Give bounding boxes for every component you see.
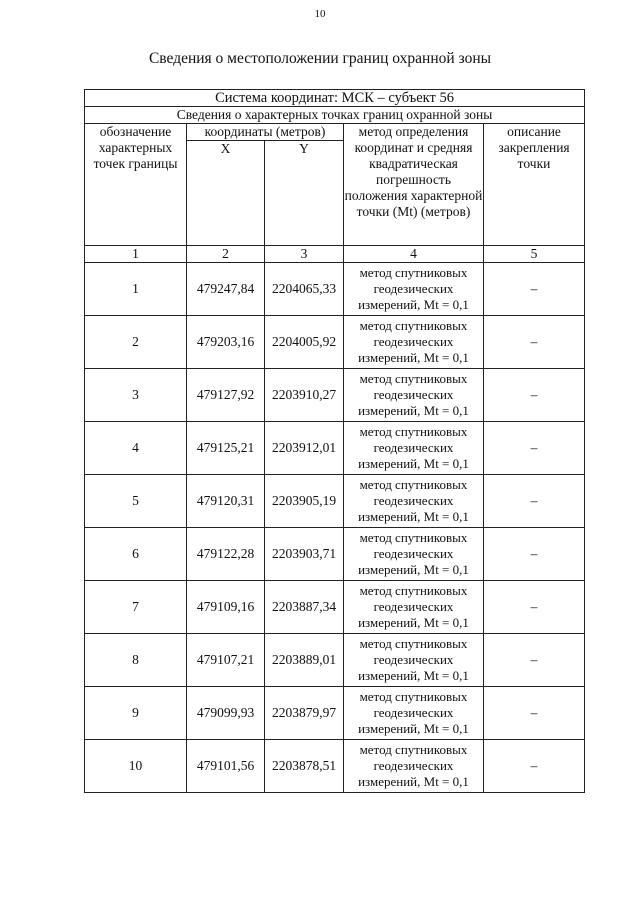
col-header-coordinates: координаты (метров): [187, 124, 344, 141]
point-x: 479101,56: [187, 740, 265, 793]
point-fixing: –: [484, 316, 585, 369]
col-header-fixing: описание закрепления точки: [484, 124, 585, 246]
point-method: метод спутниковых геодезических измерений, Mt = 0,1: [344, 634, 484, 687]
table-row: [85, 422, 585, 475]
point-id: 3: [85, 369, 187, 422]
table-row: [85, 475, 585, 528]
point-fixing: –: [484, 263, 585, 316]
point-y: 2204065,33: [265, 263, 344, 316]
point-fixing: –: [484, 528, 585, 581]
table-row: [85, 581, 585, 634]
point-x: 479203,16: [187, 316, 265, 369]
table-row: [85, 369, 585, 422]
point-id: 7: [85, 581, 187, 634]
coordinate-system-header: Система координат: МСК – субъект 56: [85, 90, 585, 107]
col-number: 5: [484, 246, 585, 263]
point-x: 479127,92: [187, 369, 265, 422]
point-x: 479099,93: [187, 687, 265, 740]
boundary-points-table: [84, 89, 585, 793]
col-header-method: метод определения координат и средняя квадратическая погрешность положения характерной точки (Mt) (метров): [344, 124, 484, 246]
table-row: [85, 316, 585, 369]
point-y: 2204005,92: [265, 316, 344, 369]
point-fixing: –: [484, 475, 585, 528]
point-y: 2203905,19: [265, 475, 344, 528]
point-fixing: –: [484, 634, 585, 687]
point-id: 6: [85, 528, 187, 581]
point-x: 479122,28: [187, 528, 265, 581]
point-fixing: –: [484, 422, 585, 475]
points-info-subheader: Сведения о характерных точках границ охранной зоны: [85, 107, 585, 124]
point-method: метод спутниковых геодезических измерений, Mt = 0,1: [344, 263, 484, 316]
point-x: 479120,31: [187, 475, 265, 528]
point-y: 2203879,97: [265, 687, 344, 740]
page-number: 10: [314, 8, 326, 20]
point-fixing: –: [484, 740, 585, 793]
col-header-x: X: [187, 141, 265, 246]
col-number: 3: [265, 246, 344, 263]
point-id: 10: [85, 740, 187, 793]
point-id: 2: [85, 316, 187, 369]
table-row: [85, 740, 585, 793]
point-method: метод спутниковых геодезических измерений, Mt = 0,1: [344, 316, 484, 369]
point-method: метод спутниковых геодезических измерений, Mt = 0,1: [344, 687, 484, 740]
point-method: метод спутниковых геодезических измерений, Mt = 0,1: [344, 369, 484, 422]
point-id: 4: [85, 422, 187, 475]
point-id: 9: [85, 687, 187, 740]
point-fixing: –: [484, 687, 585, 740]
table-row: [85, 263, 585, 316]
point-fixing: –: [484, 581, 585, 634]
point-x: 479107,21: [187, 634, 265, 687]
point-id: 8: [85, 634, 187, 687]
point-id: 1: [85, 263, 187, 316]
point-x: 479125,21: [187, 422, 265, 475]
point-id: 5: [85, 475, 187, 528]
point-method: метод спутниковых геодезических измерений, Mt = 0,1: [344, 740, 484, 793]
table-row: [85, 687, 585, 740]
point-method: метод спутниковых геодезических измерений, Mt = 0,1: [344, 422, 484, 475]
point-y: 2203910,27: [265, 369, 344, 422]
table-row: [85, 634, 585, 687]
point-fixing: –: [484, 369, 585, 422]
point-y: 2203887,34: [265, 581, 344, 634]
table-row: [85, 528, 585, 581]
document-title: Сведения о местоположении границ охранной зоны: [148, 50, 492, 67]
point-x: 479247,84: [187, 263, 265, 316]
point-y: 2203903,71: [265, 528, 344, 581]
col-number: 4: [344, 246, 484, 263]
point-y: 2203912,01: [265, 422, 344, 475]
point-method: метод спутниковых геодезических измерений, Mt = 0,1: [344, 581, 484, 634]
col-number: 2: [187, 246, 265, 263]
point-y: 2203878,51: [265, 740, 344, 793]
point-method: метод спутниковых геодезических измерений, Mt = 0,1: [344, 528, 484, 581]
col-header-designation: обозначение характерных точек границы: [85, 124, 187, 246]
point-x: 479109,16: [187, 581, 265, 634]
col-header-y: Y: [265, 141, 344, 246]
point-method: метод спутниковых геодезических измерений, Mt = 0,1: [344, 475, 484, 528]
point-y: 2203889,01: [265, 634, 344, 687]
col-number: 1: [85, 246, 187, 263]
